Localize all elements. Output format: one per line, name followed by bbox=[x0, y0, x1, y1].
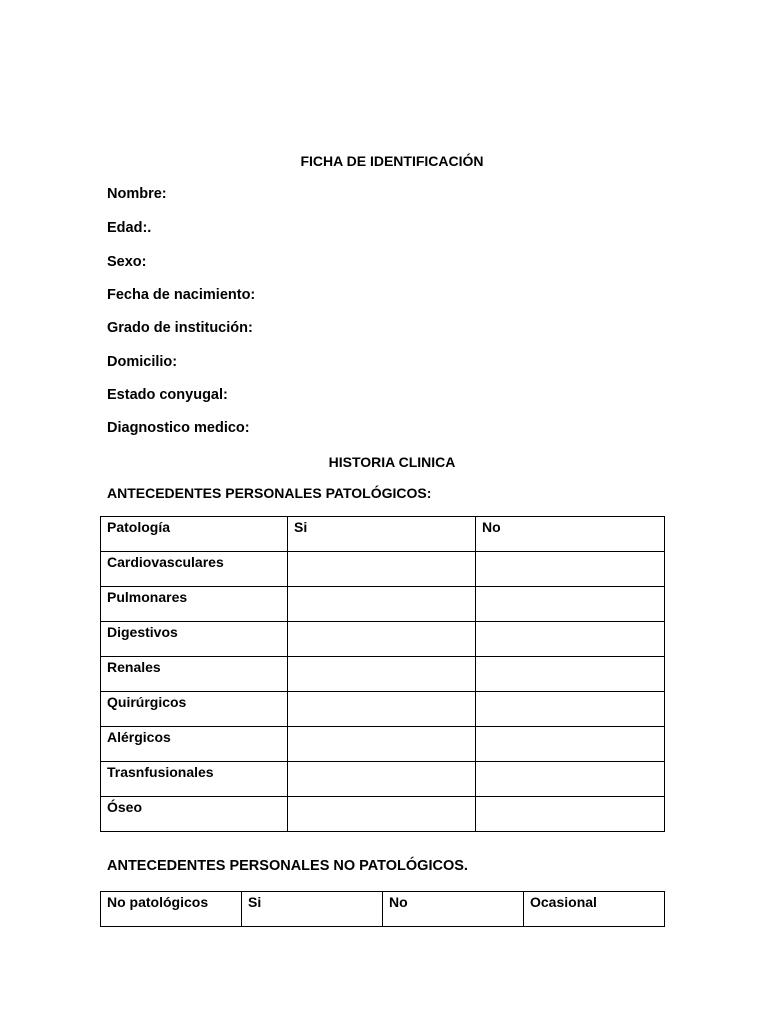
row-label: Pulmonares bbox=[101, 587, 288, 622]
field-edad: Edad:. bbox=[107, 220, 152, 236]
table-row bbox=[101, 797, 665, 832]
field-grado-institucion: Grado de institución: bbox=[107, 320, 253, 336]
field-estado-conyugal: Estado conyugal: bbox=[107, 387, 228, 403]
no-cell bbox=[476, 622, 665, 657]
table-header-row bbox=[101, 892, 665, 927]
table-row bbox=[101, 622, 665, 657]
header-cell: Patología bbox=[101, 517, 288, 552]
header-cell: Si bbox=[242, 892, 383, 927]
no-cell bbox=[476, 762, 665, 797]
table-row bbox=[101, 552, 665, 587]
no-cell bbox=[476, 727, 665, 762]
si-cell bbox=[288, 727, 476, 762]
table-header-row bbox=[101, 517, 665, 552]
no-cell bbox=[476, 692, 665, 727]
patologicos-section-title: ANTECEDENTES PERSONALES PATOLÓGICOS: bbox=[107, 485, 432, 501]
header-cell: Si bbox=[288, 517, 476, 552]
table-row bbox=[101, 762, 665, 797]
no-cell bbox=[476, 657, 665, 692]
si-cell bbox=[288, 692, 476, 727]
row-label: Trasnfusionales bbox=[101, 762, 288, 797]
header-cell: No bbox=[476, 517, 665, 552]
si-cell bbox=[288, 587, 476, 622]
no-patologicos-table bbox=[100, 891, 665, 927]
field-fecha-nacimiento: Fecha de nacimiento: bbox=[107, 287, 256, 303]
si-cell bbox=[288, 552, 476, 587]
row-label: Quirúrgicos bbox=[101, 692, 288, 727]
page-title: FICHA DE IDENTIFICACIÓN bbox=[300, 153, 484, 169]
field-diagnostico-medico: Diagnostico medico: bbox=[107, 420, 250, 436]
si-cell bbox=[288, 622, 476, 657]
field-domicilio: Domicilio: bbox=[107, 354, 178, 370]
field-nombre: Nombre: bbox=[107, 186, 167, 202]
si-cell bbox=[288, 657, 476, 692]
no-patologicos-section-title: ANTECEDENTES PERSONALES NO PATOLÓGICOS. bbox=[107, 858, 468, 874]
no-cell bbox=[476, 797, 665, 832]
patologicos-table bbox=[100, 516, 665, 832]
header-cell: No patológicos bbox=[101, 892, 242, 927]
no-cell bbox=[476, 552, 665, 587]
si-cell bbox=[288, 797, 476, 832]
row-label: Digestivos bbox=[101, 622, 288, 657]
row-label: Alérgicos bbox=[101, 727, 288, 762]
historia-clinica-title: HISTORIA CLINICA bbox=[328, 454, 456, 470]
table-row bbox=[101, 692, 665, 727]
table-row bbox=[101, 727, 665, 762]
si-cell bbox=[288, 762, 476, 797]
table-row bbox=[101, 587, 665, 622]
row-label: Cardiovasculares bbox=[101, 552, 288, 587]
row-label: Óseo bbox=[101, 797, 288, 832]
row-label: Renales bbox=[101, 657, 288, 692]
field-sexo: Sexo: bbox=[107, 254, 147, 270]
header-cell: Ocasional bbox=[524, 892, 665, 927]
no-cell bbox=[476, 587, 665, 622]
table-row bbox=[101, 657, 665, 692]
header-cell: No bbox=[383, 892, 524, 927]
